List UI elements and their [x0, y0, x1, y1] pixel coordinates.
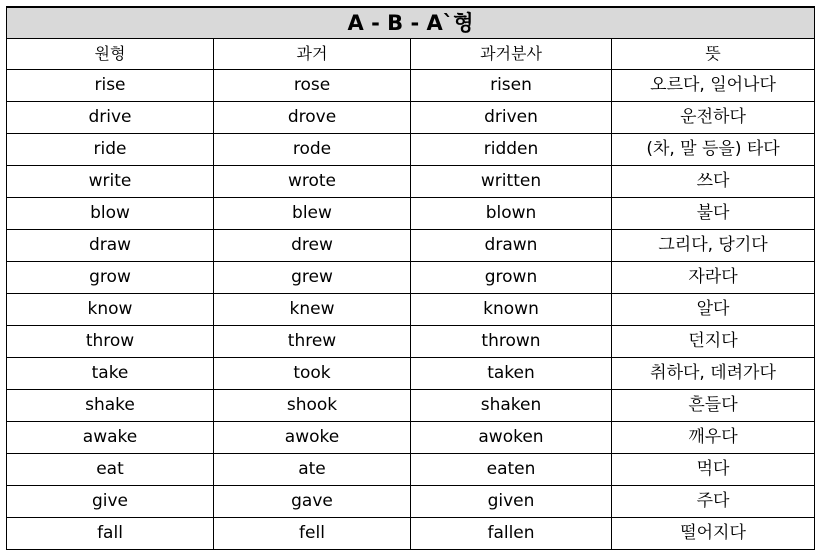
base-form-cell: drive	[7, 102, 214, 134]
base-form-cell: awake	[7, 422, 214, 454]
past-cell: fell	[214, 518, 411, 550]
meaning-cell: 그리다, 당기다	[612, 230, 815, 262]
past-participle-cell: known	[411, 294, 612, 326]
past-participle-cell: given	[411, 486, 612, 518]
table-row	[7, 422, 815, 454]
meaning-cell: 먹다	[612, 454, 815, 486]
past-participle-cell: ridden	[411, 134, 612, 166]
past-cell: ate	[214, 454, 411, 486]
past-cell: knew	[214, 294, 411, 326]
table-title-row	[7, 7, 815, 39]
base-form-cell: write	[7, 166, 214, 198]
header-past-participle: 과거분사	[411, 39, 612, 70]
table-row	[7, 326, 815, 358]
header-past: 과거	[214, 39, 411, 70]
meaning-cell: (차, 말 등을) 타다	[612, 134, 815, 166]
base-form-cell: give	[7, 486, 214, 518]
base-form-cell: grow	[7, 262, 214, 294]
table-row	[7, 486, 815, 518]
past-participle-cell: awoken	[411, 422, 612, 454]
table-row	[7, 454, 815, 486]
header-meaning: 뜻	[612, 39, 815, 70]
past-cell: shook	[214, 390, 411, 422]
table-row	[7, 70, 815, 102]
table-row	[7, 262, 815, 294]
table-row	[7, 358, 815, 390]
meaning-cell: 오르다, 일어나다	[612, 70, 815, 102]
past-participle-cell: drawn	[411, 230, 612, 262]
past-cell: drove	[214, 102, 411, 134]
past-participle-cell: written	[411, 166, 612, 198]
table-header-row	[7, 39, 815, 70]
past-participle-cell: eaten	[411, 454, 612, 486]
meaning-cell: 알다	[612, 294, 815, 326]
base-form-cell: know	[7, 294, 214, 326]
past-participle-cell: blown	[411, 198, 612, 230]
past-cell: blew	[214, 198, 411, 230]
past-participle-cell: shaken	[411, 390, 612, 422]
past-cell: wrote	[214, 166, 411, 198]
base-form-cell: throw	[7, 326, 214, 358]
meaning-cell: 떨어지다	[612, 518, 815, 550]
base-form-cell: shake	[7, 390, 214, 422]
past-cell: grew	[214, 262, 411, 294]
base-form-cell: draw	[7, 230, 214, 262]
meaning-cell: 불다	[612, 198, 815, 230]
table-row	[7, 390, 815, 422]
base-form-cell: take	[7, 358, 214, 390]
past-participle-cell: taken	[411, 358, 612, 390]
meaning-cell: 자라다	[612, 262, 815, 294]
base-form-cell: eat	[7, 454, 214, 486]
past-cell: took	[214, 358, 411, 390]
past-participle-cell: driven	[411, 102, 612, 134]
past-cell: awoke	[214, 422, 411, 454]
table-row	[7, 230, 815, 262]
base-form-cell: ride	[7, 134, 214, 166]
past-cell: rose	[214, 70, 411, 102]
past-participle-cell: fallen	[411, 518, 612, 550]
base-form-cell: blow	[7, 198, 214, 230]
past-cell: drew	[214, 230, 411, 262]
past-participle-cell: thrown	[411, 326, 612, 358]
meaning-cell: 주다	[612, 486, 815, 518]
past-participle-cell: grown	[411, 262, 612, 294]
meaning-cell: 취하다, 데려가다	[612, 358, 815, 390]
meaning-cell: 깨우다	[612, 422, 815, 454]
past-participle-cell: risen	[411, 70, 612, 102]
meaning-cell: 쓰다	[612, 166, 815, 198]
table-row	[7, 518, 815, 550]
past-cell: threw	[214, 326, 411, 358]
header-base-form: 원형	[7, 39, 214, 70]
meaning-cell: 흔들다	[612, 390, 815, 422]
base-form-cell: rise	[7, 70, 214, 102]
table-row	[7, 102, 815, 134]
past-cell: gave	[214, 486, 411, 518]
table-row	[7, 166, 815, 198]
table-row	[7, 294, 815, 326]
irregular-verb-table	[6, 6, 815, 550]
past-cell: rode	[214, 134, 411, 166]
base-form-cell: fall	[7, 518, 214, 550]
table-title: A - B - A`형	[7, 7, 815, 39]
table-row	[7, 134, 815, 166]
meaning-cell: 운전하다	[612, 102, 815, 134]
meaning-cell: 던지다	[612, 326, 815, 358]
table-row	[7, 198, 815, 230]
